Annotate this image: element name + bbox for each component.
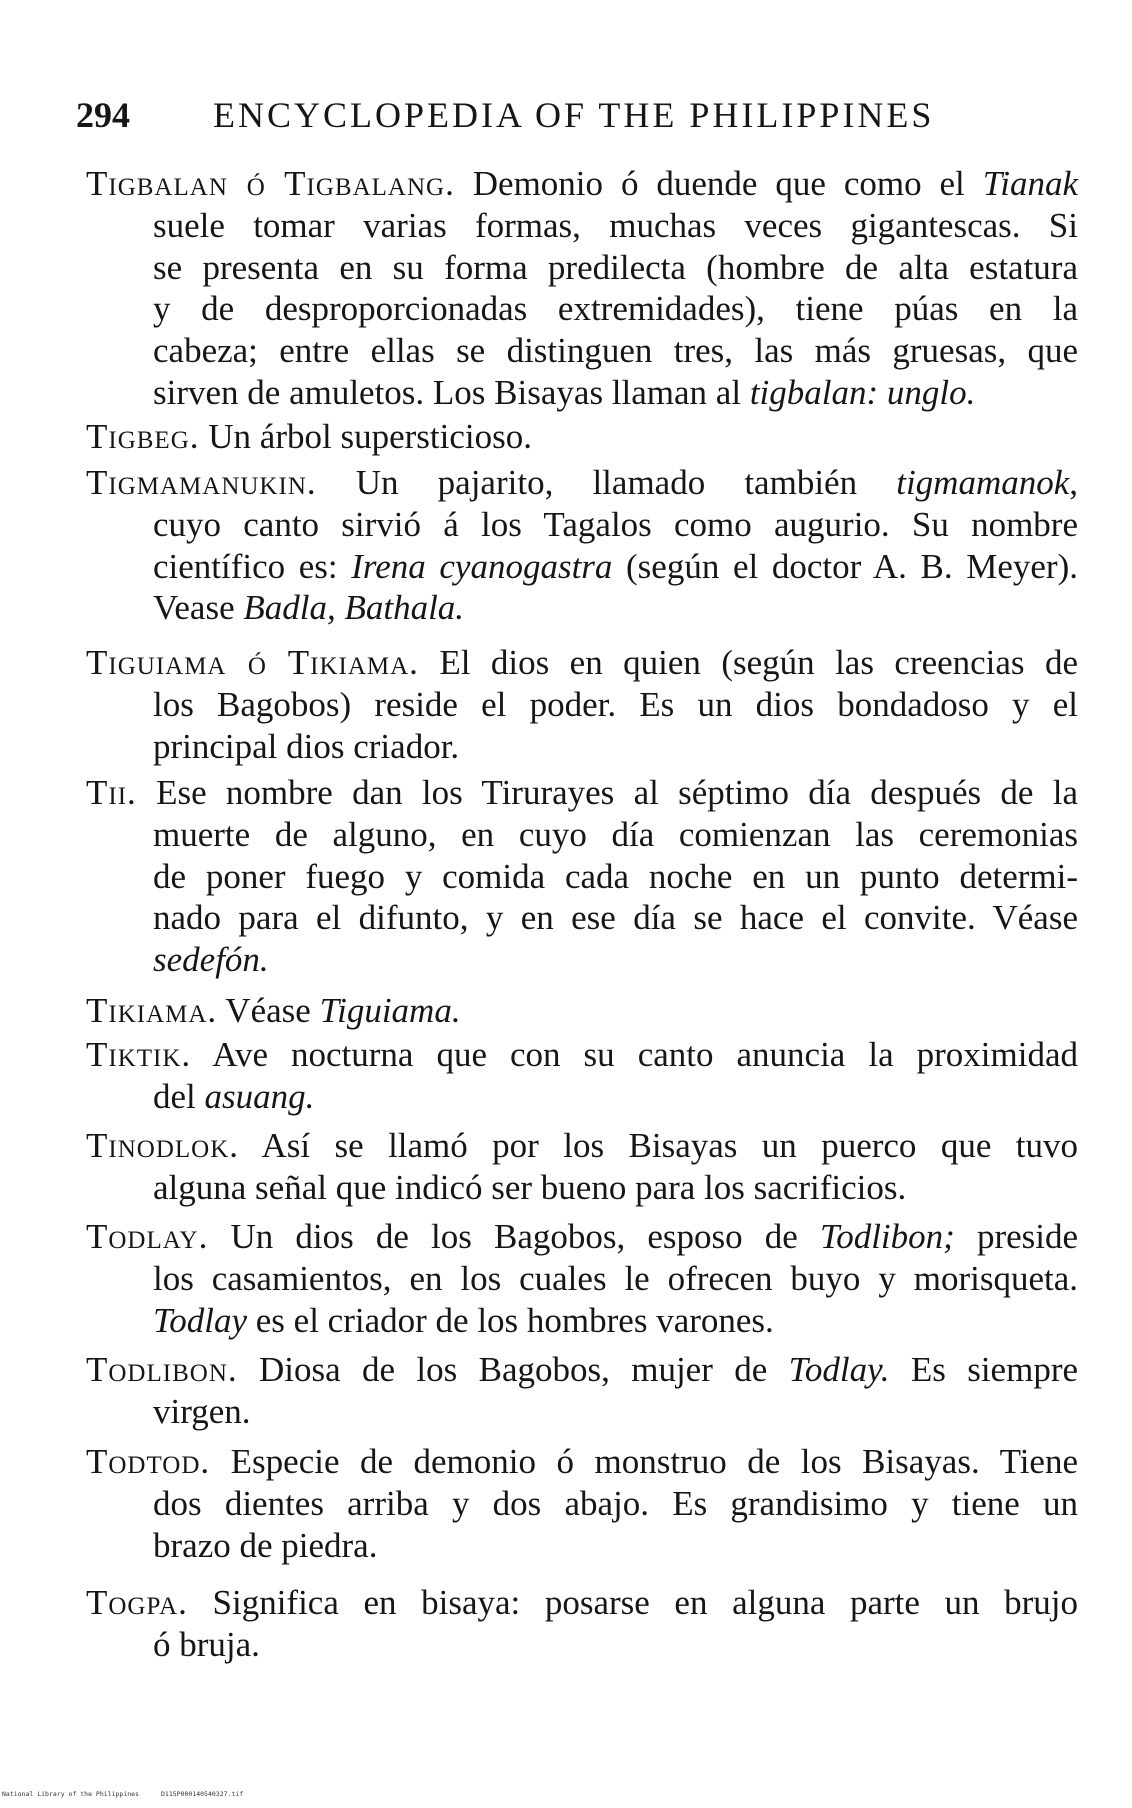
entry-text: se presenta en su forma predilecta (hombre de alta estatura — [153, 247, 1078, 287]
entry-text: Un pajarito, llamado también — [355, 463, 897, 502]
entry-text: brazo de piedra. — [153, 1525, 378, 1565]
entry-text: y de desproporcionadas extremidades), tiene púas en la — [153, 289, 1078, 329]
entry-todlay — [86, 1216, 1078, 1341]
italic-term: Tiguiama. — [319, 991, 461, 1030]
italic-term: tigbalan: unglo. — [749, 372, 976, 412]
italic-term: Todlibon; — [819, 1217, 955, 1256]
entry-text: muerte de alguno, en cuyo día comienzan las ceremonias — [153, 814, 1078, 854]
entry-headword: Tinodlok. — [86, 1126, 239, 1165]
entry-line — [153, 1258, 1078, 1300]
entry-tigbalan — [86, 163, 1078, 414]
entry-line — [153, 1300, 1078, 1342]
entry-line — [153, 1483, 1078, 1525]
entry-headword: Tigbeg. — [86, 417, 200, 456]
entry-text: (según el doctor A. B. Meyer). — [612, 546, 1078, 586]
entry-line — [153, 1076, 1078, 1118]
page-number: 294 — [76, 95, 130, 135]
entry-tinodlok — [86, 1125, 1078, 1209]
entry-line — [86, 163, 1078, 205]
entry-line — [153, 897, 1078, 939]
entry-line — [86, 462, 1078, 504]
entry-headword: Tigbalan ó Tigbalang. — [86, 164, 455, 203]
entry-line — [86, 1349, 1078, 1391]
entry-text: nado para el difunto, y en ese día se hace el convite. Véase — [153, 898, 1078, 938]
entry-line — [153, 546, 1078, 588]
entry-line — [86, 1582, 1078, 1624]
entry-line — [153, 330, 1078, 372]
entry-headword: Tigmamanukin. — [86, 463, 317, 502]
entry-headword: Todlay. — [86, 1217, 209, 1256]
entry-line — [153, 684, 1078, 726]
italic-term: Badla, Bathala. — [243, 588, 465, 628]
entry-line — [86, 1034, 1078, 1076]
entry-line — [86, 990, 1078, 1032]
entry-text: del — [153, 1076, 205, 1116]
italic-term: tigmamanok — [896, 463, 1070, 502]
italic-term: asuang. — [204, 1076, 315, 1116]
entry-line — [153, 939, 1078, 981]
entry-line — [153, 726, 1078, 768]
entry-text: Significa en bisaya: posarse en alguna parte un brujo — [212, 1583, 1078, 1622]
entry-tiguiama — [86, 642, 1078, 767]
entry-tikiama — [86, 990, 1078, 1032]
entry-text: Un dios de los Bagobos, esposo de — [230, 1217, 820, 1256]
entry-text: de poner fuego y comida cada noche en un punto determi- — [153, 856, 1078, 896]
italic-term: Irena cyanogastra — [351, 546, 613, 586]
entry-line — [153, 504, 1078, 546]
entry-text: los casamientos, en los cuales le ofrecen buyo y morisqueta. — [153, 1258, 1078, 1298]
entry-headword: Tiguiama ó Tikiama. — [86, 643, 419, 682]
entry-line — [86, 1216, 1078, 1258]
entry-text: cabeza; entre ellas se distinguen tres, las más gruesas, que — [153, 331, 1078, 371]
entry-text: dos dientes arriba y dos abajo. Es grandisimo y tiene un — [153, 1483, 1078, 1523]
entry-line — [153, 1525, 1078, 1567]
entry-line — [86, 416, 1078, 458]
entry-text: El dios en quien (según las creencias de — [439, 643, 1079, 682]
entry-text: suele tomar varias formas, muchas veces gigantescas. Si — [153, 205, 1078, 245]
entry-text: Vease — [153, 588, 244, 628]
entry-text: alguna señal que indicó ser bueno para los sacrificios. — [153, 1167, 907, 1207]
entry-tiktik — [86, 1034, 1078, 1118]
entry-todlibon — [86, 1349, 1078, 1433]
entry-line — [153, 1624, 1078, 1666]
entry-headword: Tiktik. — [86, 1035, 192, 1074]
entry-line — [86, 642, 1078, 684]
entry-headword: Togpa. — [86, 1583, 188, 1622]
entry-headword: Todtod. — [86, 1442, 211, 1481]
entry-text: , — [1069, 463, 1079, 502]
scan-source-label: National Library of the Philippines — [2, 1790, 139, 1798]
entry-line — [153, 247, 1078, 289]
entry-text: Demonio ó duende que como el — [472, 164, 983, 203]
entry-text: los Bagobos) reside el poder. Es un dios bondadoso y el — [153, 684, 1078, 724]
entry-text: principal dios criador. — [153, 726, 460, 766]
entry-tigmamanukin — [86, 462, 1078, 629]
entry-line — [86, 1125, 1078, 1167]
italic-term: Tianak — [982, 164, 1079, 203]
entry-text: Diosa de los Bagobos, mujer de — [259, 1350, 789, 1389]
entry-line — [153, 205, 1078, 247]
entry-text: Así se llamó por los Bisayas un puerco que tuvo — [261, 1126, 1078, 1165]
italic-term: Todlay — [153, 1300, 248, 1340]
italic-term: Todlay. — [788, 1350, 890, 1389]
entry-togpa — [86, 1582, 1078, 1666]
entry-text: Es siempre — [889, 1350, 1079, 1389]
entry-text: Especie de demonio ó monstruo de los Bisayas. Tiene — [230, 1442, 1079, 1481]
entry-headword: Tii. — [86, 773, 137, 812]
entry-line — [153, 1167, 1078, 1209]
entry-headword: Tikiama. — [86, 991, 218, 1030]
entry-text: Véase — [225, 991, 320, 1030]
entry-text: preside — [954, 1217, 1079, 1256]
entry-text: virgen. — [153, 1391, 251, 1431]
entry-text: Ave nocturna que con su canto anuncia la proximidad — [212, 1035, 1078, 1074]
entry-todtod — [86, 1441, 1078, 1566]
entry-text: sirven de amuletos. Los Bisayas llaman al — [153, 372, 750, 412]
entry-line — [153, 587, 1078, 629]
entry-line — [153, 372, 1078, 414]
entry-text: científico es: — [153, 546, 352, 586]
entry-text: es el criador de los hombres varones. — [247, 1300, 774, 1340]
entry-tigbeg — [86, 416, 1078, 458]
entry-text: ó bruja. — [153, 1624, 260, 1664]
italic-term: sedefón. — [153, 940, 269, 980]
entry-text: Ese nombre dan los Tirurayes al séptimo día después de la — [156, 773, 1078, 812]
entry-line — [153, 814, 1078, 856]
entry-line — [86, 1441, 1078, 1483]
entry-line — [153, 1391, 1078, 1433]
entry-text: cuyo canto sirvió á los Tagalos como augurio. Su nombre — [153, 504, 1078, 544]
entry-tii — [86, 772, 1078, 981]
entry-line — [86, 772, 1078, 814]
entry-headword: Todlibon. — [86, 1350, 238, 1389]
entry-line — [153, 856, 1078, 898]
entry-text: Un árbol supersticioso. — [208, 417, 532, 456]
scan-file-name: D115P000140540327.tif — [161, 1790, 244, 1798]
running-header: ENCYCLOPEDIA OF THE PHILIPPINES — [213, 95, 935, 135]
entry-line — [153, 288, 1078, 330]
